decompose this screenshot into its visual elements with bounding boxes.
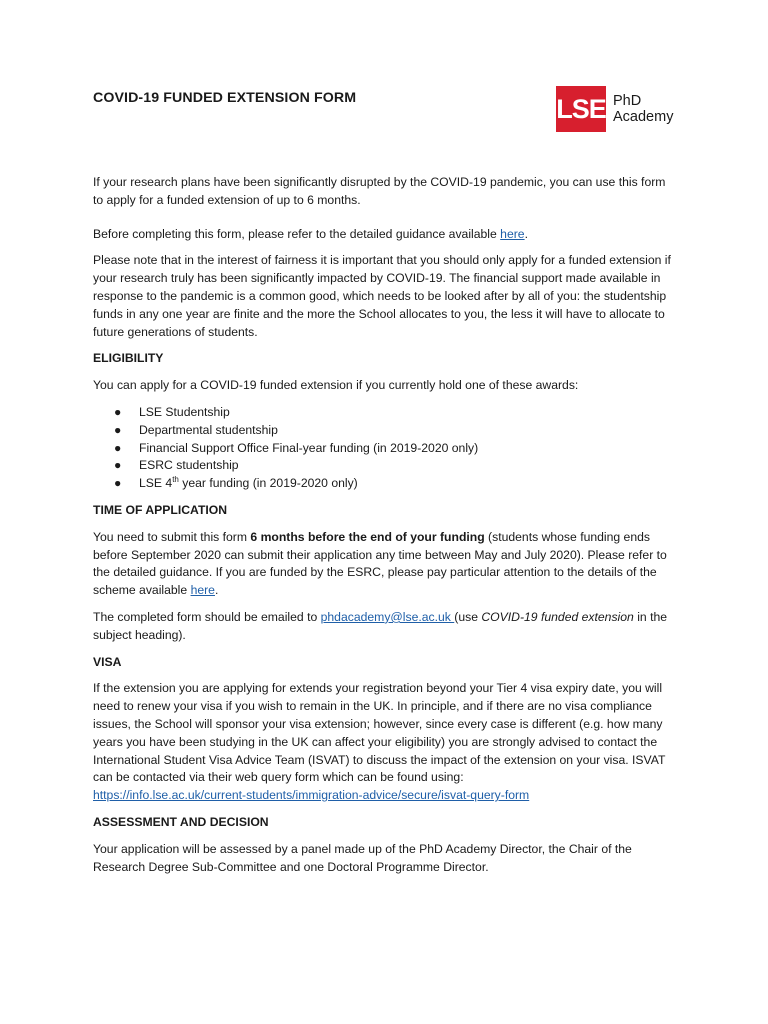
bullet-icon: ● — [114, 440, 122, 455]
list-item — [93, 404, 675, 422]
email-text-a: The completed form should be emailed to — [93, 609, 321, 624]
lse-phd-academy-logo — [556, 86, 676, 132]
email-subject-italic: COVID-19 funded extension — [481, 609, 634, 624]
esrc-scheme-link[interactable]: here — [190, 583, 215, 598]
visa-text: If the extension you are applying for extends your registration beyond your Tier 4 visa expiry date, you will need to renew your visa if you wish to remain in the UK. In principle, and if there are no visa compliance issues, the School will sponsor your visa extension; however, since every case is different (e.g. how many years you have been studying in the UK can affect your eligibility) you are strongly advised to contact the International Student Visa Advice Team (ISVAT) to discuss the impact of the extension on your visa. ISVAT can be contacted via their web query form which can be found using: — [93, 681, 666, 785]
intro-text: If your research plans have been significantly disrupted by the COVID-19 pandemic, you can use this form to apply for a funded extension of up to 6 months. — [93, 175, 666, 207]
time-heading: TIME OF APPLICATION — [93, 502, 228, 517]
list-item-text: LSE 4 — [139, 476, 173, 491]
eligibility-paragraph: You can apply for a COVID-19 funded extension if you currently hold one of these awards: — [93, 378, 579, 393]
list-item — [93, 422, 675, 440]
bullet-icon: ● — [114, 422, 122, 437]
email-text-c: in the subject heading). — [93, 609, 668, 642]
list-item — [93, 440, 675, 458]
email-paragraph — [93, 609, 675, 645]
list-item-text: LSE Studentship — [139, 404, 230, 419]
list-item-text-end: year funding (in 2019-2020 only) — [178, 476, 358, 491]
assessment-paragraph: Your application will be assessed by a panel made up of the PhD Academy Director, the Chair of the Research Degree Sub-Committee and one Doctoral Programme Director. — [93, 841, 632, 874]
eligibility-heading: ELIGIBILITY — [93, 351, 164, 366]
list-item — [93, 475, 675, 493]
fairness-paragraph: Please note that in the interest of fairness it is important that you should only apply for a funded extension if your research truly has been significantly impacted by COVID-19. The financial support made available in response to the pandemic is a common good, which needs to be looked after by all of you: the studentship funds in any one year are finite and the more the School allocates to you, the less it will have to allocate to future generations of students. — [93, 253, 671, 339]
time-text-a: You need to submit this form — [93, 529, 251, 544]
superscript: th — [172, 475, 179, 485]
award-list — [93, 404, 675, 493]
guidance-paragraph — [93, 226, 675, 244]
visa-heading: VISA — [93, 654, 122, 669]
logo-line-1: PhD — [613, 93, 642, 109]
email-text-b: (use — [454, 609, 482, 624]
list-item-text: Departmental studentship — [139, 422, 278, 437]
logo-text — [613, 93, 673, 125]
visa-paragraph — [93, 680, 675, 805]
time-text-bold: 6 months before the end of your funding — [250, 529, 485, 544]
bullet-icon: ● — [114, 476, 122, 491]
guidance-text: Before completing this form, please refer to the detailed guidance available — [93, 226, 501, 241]
logo-line-2: Academy — [613, 109, 674, 125]
list-item-text: ESRC studentship — [139, 458, 239, 473]
email-link[interactable]: phdacademy@lse.ac.uk — [320, 609, 455, 624]
isvat-query-link[interactable]: https://info.lse.ac.uk/current-students/immigration-advice/secure/isvat-query-form — [93, 788, 530, 803]
guidance-end: . — [524, 226, 528, 241]
guidance-link[interactable]: here — [500, 226, 525, 241]
page-title: COVID-19 FUNDED EXTENSION FORM — [93, 90, 357, 106]
assessment-heading: ASSESSMENT AND DECISION — [93, 814, 269, 829]
intro-paragraph — [93, 174, 675, 210]
list-item-text: Financial Support Office Final-year funding (in 2019-2020 only) — [139, 440, 479, 455]
bullet-icon: ● — [114, 404, 122, 419]
time-paragraph — [93, 529, 675, 600]
document-body — [93, 174, 675, 885]
time-text-c: . — [214, 583, 219, 598]
list-item — [93, 457, 675, 475]
time-text-b: (students whose funding ends before September 2020 can submit their application any time between May and July 2020). Please refer to the detailed guidance. If you are funded by the ESRC, please pay particular attention to the details of the scheme available — [93, 529, 667, 598]
bullet-icon: ● — [114, 458, 122, 473]
lse-logo-mark: LSE — [556, 86, 606, 132]
